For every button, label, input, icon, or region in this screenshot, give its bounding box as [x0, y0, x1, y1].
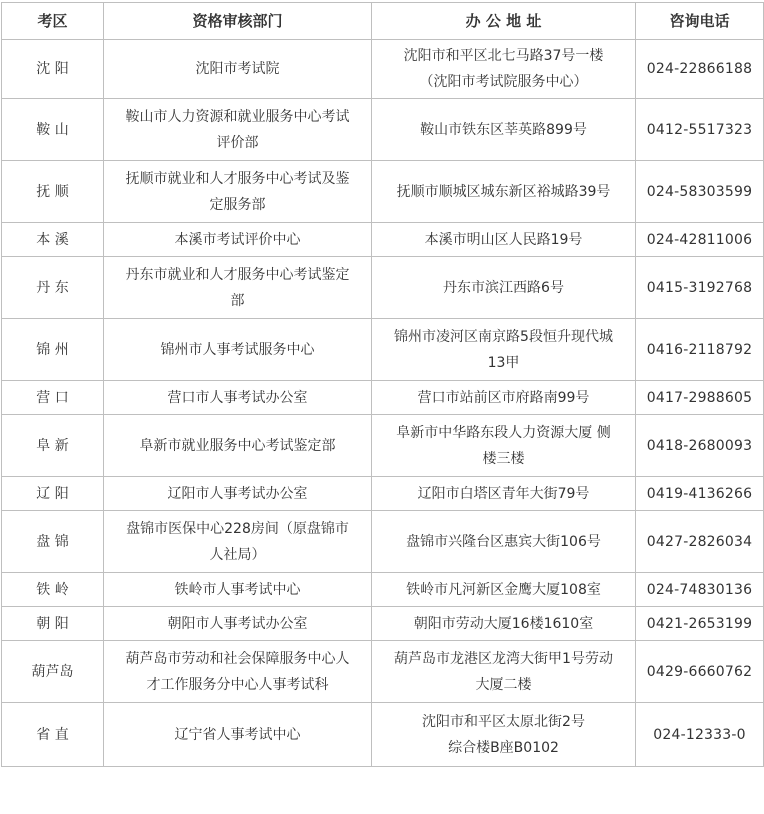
address-cell — [372, 607, 636, 641]
address-line: 抚顺市顺城区城东新区裕城路39号 — [396, 183, 611, 200]
table-row — [2, 415, 764, 477]
phone-cell: 0412-5517323 — [636, 99, 764, 161]
phone-cell: 0416-2118792 — [636, 319, 764, 381]
region-cell: 盘 锦 — [2, 511, 104, 573]
phone-cell: 0419-4136266 — [636, 477, 764, 511]
department-line: 盘锦市医保中心228房间（原盘锦市 — [126, 520, 349, 537]
department-line: 辽阳市人事考试办公室 — [167, 485, 308, 502]
address-cell — [372, 319, 636, 381]
region-cell: 鞍 山 — [2, 99, 104, 161]
address-line: 本溪市明山区人民路19号 — [424, 231, 583, 248]
department-cell — [104, 223, 372, 257]
department-cell — [104, 40, 372, 99]
phone-cell: 024-58303599 — [636, 161, 764, 223]
address-line: 锦州市凌河区南京路5段恒升现代城 — [394, 328, 613, 345]
table-header-row — [2, 3, 764, 40]
phone-cell: 0418-2680093 — [636, 415, 764, 477]
phone-cell: 0415-3192768 — [636, 257, 764, 319]
phone-cell: 0429-6660762 — [636, 641, 764, 703]
region-cell: 省 直 — [2, 703, 104, 767]
address-line: 沈阳市和平区北七马路37号一楼 — [403, 48, 604, 64]
address-line: 营口市站前区市府路南99号 — [417, 389, 590, 406]
region-cell: 营 口 — [2, 381, 104, 415]
department-cell — [104, 477, 372, 511]
table-row — [2, 257, 764, 319]
address-line: 13甲 — [487, 354, 520, 371]
address-cell — [372, 223, 636, 257]
address-cell — [372, 511, 636, 573]
department-line: 朝阳市人事考试办公室 — [167, 615, 308, 632]
department-cell — [104, 511, 372, 573]
table-row — [2, 381, 764, 415]
department-line: 锦州市人事考试服务中心 — [160, 341, 315, 358]
department-cell — [104, 319, 372, 381]
department-line: 丹东市就业和人才服务中心考试鉴定 — [125, 266, 350, 283]
header-phone: 咨询电话 — [636, 3, 764, 40]
phone-cell: 024-22866188 — [636, 40, 764, 99]
phone-cell: 024-42811006 — [636, 223, 764, 257]
table-row — [2, 99, 764, 161]
department-cell — [104, 257, 372, 319]
address-line: 沈阳市和平区太原北街2号 — [422, 713, 585, 730]
table-row — [2, 607, 764, 641]
address-line: 鞍山市铁东区莘英路899号 — [420, 121, 587, 138]
department-line: 阜新市就业服务中心考试鉴定部 — [139, 437, 336, 454]
address-line: 葫芦岛市龙港区龙湾大街甲1号劳动 — [394, 650, 613, 667]
region-cell: 锦 州 — [2, 319, 104, 381]
address-line: 丹东市滨江西路6号 — [443, 279, 564, 296]
department-line: 定服务部 — [209, 196, 266, 213]
department-cell — [104, 415, 372, 477]
table-row — [2, 319, 764, 381]
department-line: 人社局） — [209, 546, 266, 563]
address-line: 大厦二楼 — [475, 676, 532, 693]
region-cell: 沈 阳 — [2, 40, 104, 99]
department-cell — [104, 381, 372, 415]
department-line: 葫芦岛市劳动和社会保障服务中心人 — [125, 650, 350, 667]
department-line: 鞍山市人力资源和就业服务中心考试 — [125, 108, 350, 125]
region-cell: 朝 阳 — [2, 607, 104, 641]
header-address: 办 公 地 址 — [372, 3, 636, 40]
region-cell: 铁 岭 — [2, 573, 104, 607]
address-line: 盘锦市兴隆台区惠宾大街106号 — [406, 533, 601, 550]
address-line: 综合楼B座B0102 — [448, 739, 559, 756]
table-row — [2, 573, 764, 607]
table-row — [2, 511, 764, 573]
table-row — [2, 641, 764, 703]
phone-cell: 024-74830136 — [636, 573, 764, 607]
region-cell: 丹 东 — [2, 257, 104, 319]
department-line: 辽宁省人事考试中心 — [174, 726, 301, 743]
address-line: 辽阳市白塔区青年大街79号 — [417, 485, 590, 502]
address-cell — [372, 161, 636, 223]
header-department: 资格审核部门 — [104, 3, 372, 40]
department-cell — [104, 607, 372, 641]
phone-cell: 0417-2988605 — [636, 381, 764, 415]
address-line: 阜新市中华路东段人力资源大厦 侧 — [396, 424, 611, 441]
phone-cell: 024-12333-0 — [636, 703, 764, 767]
address-cell — [372, 99, 636, 161]
region-cell: 抚 顺 — [2, 161, 104, 223]
department-line: 抚顺市就业和人才服务中心考试及鉴 — [125, 170, 350, 187]
address-cell — [372, 257, 636, 319]
department-line: 评价部 — [216, 134, 259, 151]
department-line: 部 — [230, 292, 245, 309]
address-line: （沈阳市考试院服务中心） — [419, 74, 588, 90]
department-line: 沈阳市考试院 — [195, 61, 280, 77]
department-line: 本溪市考试评价中心 — [174, 231, 301, 248]
address-line: 铁岭市凡河新区金鹰大厦108室 — [406, 581, 601, 598]
department-cell — [104, 641, 372, 703]
table-body — [2, 40, 764, 767]
address-line: 朝阳市劳动大厦16楼1610室 — [413, 615, 594, 632]
address-cell — [372, 381, 636, 415]
table-row — [2, 223, 764, 257]
department-cell — [104, 161, 372, 223]
address-cell — [372, 40, 636, 99]
address-cell — [372, 415, 636, 477]
phone-cell: 0427-2826034 — [636, 511, 764, 573]
region-cell: 阜 新 — [2, 415, 104, 477]
address-line: 楼三楼 — [482, 450, 525, 467]
department-cell — [104, 703, 372, 767]
phone-cell: 0421-2653199 — [636, 607, 764, 641]
table-row — [2, 703, 764, 767]
department-line: 铁岭市人事考试中心 — [174, 581, 301, 598]
department-cell — [104, 99, 372, 161]
table-row — [2, 161, 764, 223]
address-cell — [372, 477, 636, 511]
header-region: 考区 — [2, 3, 104, 40]
department-cell — [104, 573, 372, 607]
region-cell: 辽 阳 — [2, 477, 104, 511]
region-cell: 葫芦岛 — [2, 641, 104, 703]
region-cell: 本 溪 — [2, 223, 104, 257]
address-cell — [372, 573, 636, 607]
table-row — [2, 477, 764, 511]
department-line: 才工作服务分中心人事考试科 — [146, 676, 329, 693]
address-cell — [372, 641, 636, 703]
exam-contact-table — [1, 2, 764, 767]
table-row — [2, 40, 764, 99]
address-cell — [372, 703, 636, 767]
department-line: 营口市人事考试办公室 — [167, 389, 308, 406]
